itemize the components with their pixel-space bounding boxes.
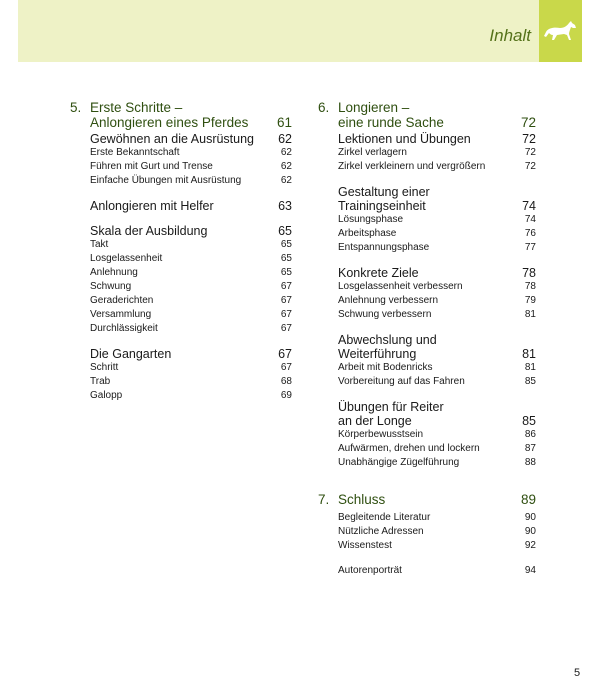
item-page: 85 [524, 376, 536, 387]
item-page: 67 [280, 295, 292, 306]
section-page: 78 [522, 266, 536, 280]
toc-item[interactable] [90, 174, 292, 188]
item-page: 72 [524, 147, 536, 158]
item-page: 94 [524, 565, 536, 576]
item-label: Anlehnung [90, 267, 138, 278]
item-page: 81 [524, 362, 536, 373]
toc-item[interactable] [338, 241, 536, 255]
toc-item[interactable] [338, 294, 536, 308]
section-title-line1: Übungen für Reiter [338, 400, 444, 414]
chapter-page: 61 [276, 115, 292, 130]
item-label: Geraderichten [90, 295, 154, 306]
item-label: Zirkel verkleinern und vergrößern [338, 161, 486, 172]
section-page: 63 [278, 199, 292, 213]
section-title: Lektionen und Übungen [338, 132, 471, 146]
toc-item[interactable] [338, 539, 536, 553]
item-page: 81 [524, 309, 536, 320]
section-page: 74 [522, 199, 536, 213]
toc-item[interactable] [338, 361, 536, 375]
item-label: Entspannungsphase [338, 242, 430, 253]
section-page: 81 [522, 347, 536, 361]
item-page: 62 [280, 161, 292, 172]
item-page: 67 [280, 323, 292, 334]
item-page: 65 [280, 253, 292, 264]
item-label: Anlehnung verbessern [338, 295, 439, 306]
item-page: 65 [280, 267, 292, 278]
item-label: Unabhängige Zügelführung [338, 457, 460, 468]
item-label: Aufwärmen, drehen und lockern [338, 443, 480, 454]
item-page: 76 [524, 228, 536, 239]
toc-chapter-6[interactable] [318, 100, 536, 130]
toc-item[interactable] [338, 280, 536, 294]
toc-item[interactable] [90, 294, 292, 308]
item-label: Körperbewusstsein [338, 429, 424, 440]
item-label: Einfache Übungen mit Ausrüstung [90, 175, 242, 186]
toc-item[interactable] [338, 146, 536, 160]
toc-item[interactable] [338, 227, 536, 241]
item-label: Trab [90, 376, 111, 387]
header-icon-box [539, 0, 582, 62]
toc-item[interactable] [338, 160, 536, 174]
chapter-page: 89 [520, 492, 536, 507]
section-page: 67 [278, 347, 292, 361]
item-page: 90 [524, 526, 536, 537]
toc-section[interactable] [90, 199, 292, 213]
item-label: Zirkel verlagern [338, 147, 407, 158]
chapter-number: 7. [318, 492, 330, 507]
item-label: Wissenstest [338, 540, 392, 551]
toc-section[interactable] [90, 347, 292, 361]
horse-icon [542, 20, 579, 42]
toc-item[interactable] [338, 456, 536, 470]
section-title-line1: Gestaltung einer [338, 185, 430, 199]
item-page: 69 [280, 390, 292, 401]
toc-chapter-5[interactable] [70, 100, 292, 130]
chapter-title-line2: Anlongieren eines Pferdes [90, 115, 249, 130]
item-label: Vorbereitung auf das Fahren [338, 376, 465, 387]
toc-item[interactable] [90, 252, 292, 266]
item-label: Arbeit mit Bodenricks [338, 362, 433, 373]
item-page: 90 [524, 512, 536, 523]
toc-section[interactable] [338, 185, 536, 213]
header-band [18, 0, 539, 62]
item-page: 67 [280, 362, 292, 373]
item-page: 68 [280, 376, 292, 387]
item-label: Losgelassenheit [90, 253, 163, 264]
toc-column-left [70, 100, 292, 403]
toc-item[interactable] [338, 525, 536, 539]
section-title: Skala der Ausbildung [90, 224, 208, 238]
toc-item[interactable] [338, 511, 536, 525]
section-page: 72 [522, 132, 536, 146]
chapter-title-line2: eine runde Sache [338, 115, 444, 130]
toc-item[interactable] [338, 375, 536, 389]
toc-item[interactable] [338, 442, 536, 456]
section-page: 62 [278, 132, 292, 146]
item-page: 79 [524, 295, 536, 306]
toc-item[interactable] [90, 146, 292, 160]
toc-item[interactable] [90, 361, 292, 375]
toc-item-autorenportraet[interactable] [338, 564, 536, 578]
toc-section[interactable] [338, 400, 536, 428]
toc-item[interactable] [90, 308, 292, 322]
item-label: Lösungsphase [338, 214, 404, 225]
toc-item[interactable] [90, 266, 292, 280]
page-number: 5 [574, 667, 581, 679]
toc-section[interactable] [338, 333, 536, 361]
item-page: 88 [524, 457, 536, 468]
item-label: Nützliche Adressen [338, 526, 424, 537]
section-title: Gewöhnen an die Ausrüstung [90, 132, 255, 146]
item-label: Galopp [90, 390, 123, 401]
toc-section[interactable] [90, 224, 292, 238]
toc-item[interactable] [90, 238, 292, 252]
toc-item[interactable] [90, 389, 292, 403]
section-title-line2: Trainingseinheit [338, 199, 426, 213]
item-page: 67 [280, 281, 292, 292]
toc-item[interactable] [338, 308, 536, 322]
item-page: 92 [524, 540, 536, 551]
item-label: Arbeitsphase [338, 228, 397, 239]
toc-column-right [318, 100, 536, 578]
item-page: 78 [524, 281, 536, 292]
section-title: Konkrete Ziele [338, 266, 419, 280]
item-page: 86 [524, 429, 536, 440]
item-label: Losgelassenheit verbessern [338, 281, 463, 292]
item-label: Erste Bekanntschaft [90, 147, 180, 158]
chapter-title-line1: Erste Schritte – [90, 100, 183, 115]
chapter-number: 6. [318, 100, 330, 115]
toc-item[interactable] [90, 160, 292, 174]
item-page: 77 [524, 242, 536, 253]
item-label: Führen mit Gurt und Trense [90, 161, 213, 172]
section-title: Anlongieren mit Helfer [90, 199, 214, 213]
item-label: Schritt [90, 362, 119, 373]
item-label: Begleitende Literatur [338, 512, 431, 523]
toc-item[interactable] [338, 213, 536, 227]
section-title-line2: Weiterführung [338, 347, 417, 361]
section-page: 65 [278, 224, 292, 238]
item-page: 72 [524, 161, 536, 172]
chapter-title: Schluss [338, 492, 386, 507]
page-title: Inhalt [489, 26, 531, 45]
section-title-line2: an der Longe [338, 414, 412, 428]
toc-item[interactable] [90, 375, 292, 389]
section-title-line1: Abwechslung und [338, 333, 437, 347]
item-page: 67 [280, 309, 292, 320]
toc-item[interactable] [90, 322, 292, 336]
section-page: 85 [522, 414, 536, 428]
item-label: Durchlässigkeit [90, 323, 158, 334]
chapter-number: 5. [70, 100, 82, 115]
chapter-page: 72 [520, 115, 536, 130]
item-page: 65 [280, 239, 292, 250]
item-label: Autorenporträt [338, 565, 402, 576]
chapter-title-line1: Longieren – [338, 100, 410, 115]
item-page: 87 [524, 443, 536, 454]
item-label: Versammlung [90, 309, 152, 320]
toc-chapter-7[interactable] [318, 492, 536, 507]
item-label: Schwung [90, 281, 132, 292]
item-page: 62 [280, 147, 292, 158]
item-label: Schwung verbessern [338, 309, 432, 320]
item-page: 62 [280, 175, 292, 186]
item-label: Takt [90, 239, 109, 250]
toc-section[interactable] [338, 266, 536, 280]
item-page: 74 [524, 214, 536, 225]
toc-item[interactable] [90, 280, 292, 294]
section-title: Die Gangarten [90, 347, 172, 361]
toc-section[interactable] [90, 132, 292, 146]
toc-section[interactable] [338, 132, 536, 146]
toc-item[interactable] [338, 428, 536, 442]
